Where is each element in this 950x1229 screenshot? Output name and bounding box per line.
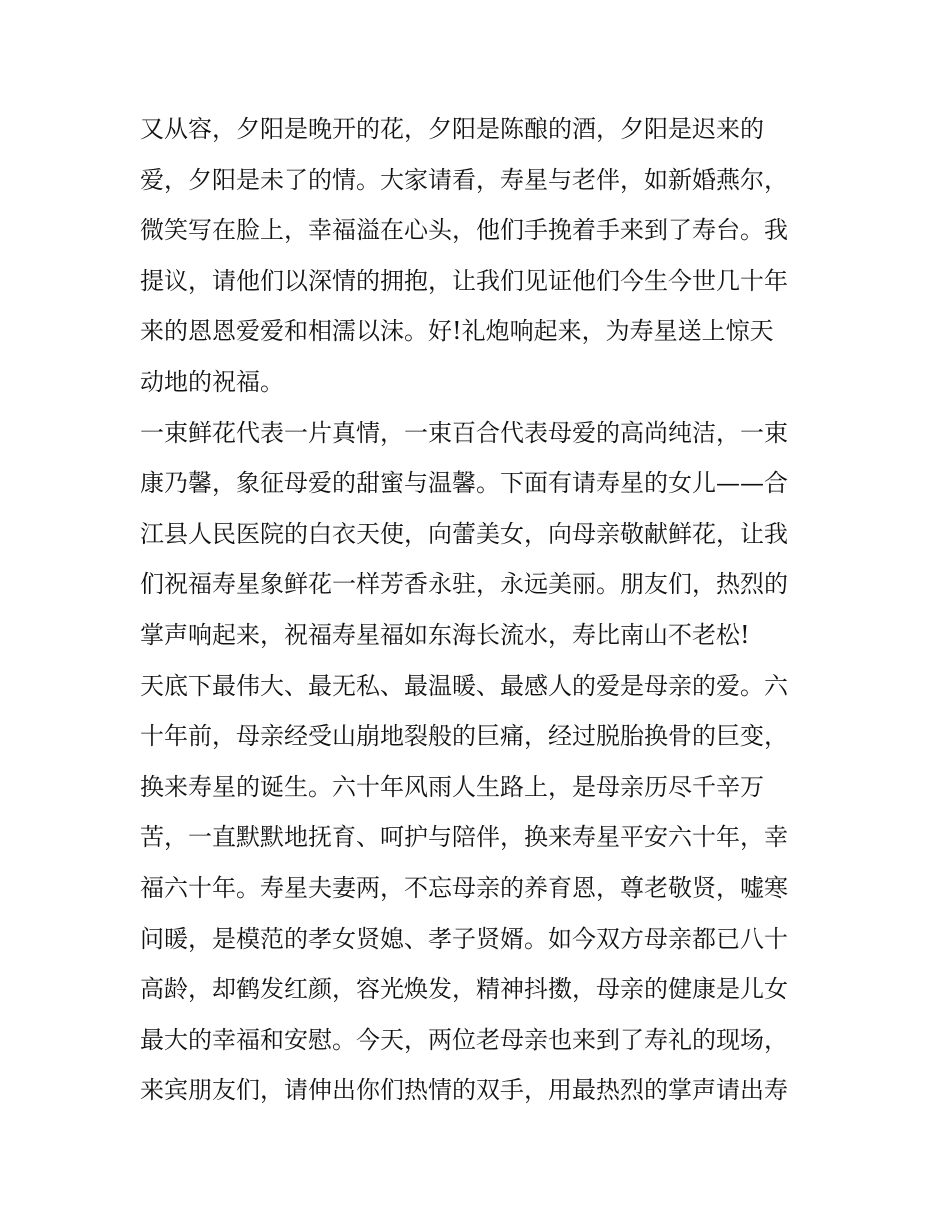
- text-line: 江县人民医院的白衣天使，向蕾美女，向母亲敬献鲜花，让我: [140, 519, 788, 548]
- text-line: 天底下最伟大、最无私、最温暖、最感人的爱是母亲的爱。六: [140, 671, 788, 700]
- document-body: [140, 104, 812, 1116]
- text-line: 们祝福寿星象鲜花一样芳香永驻，永远美丽。朋友们，热烈的: [140, 570, 788, 599]
- text-line: 爱，夕阳是未了的情。大家请看，寿星与老伴，如新婚燕尔，: [140, 165, 788, 194]
- text-line: 又从容，夕阳是晚开的花，夕阳是陈酿的酒，夕阳是迟来的: [140, 115, 764, 143]
- text-line: 来的恩恩爱爱和相濡以沫。好!礼炮响起来，为寿星送上惊天: [140, 317, 774, 346]
- text-line: 苦，一直默默地抚育、呵护与陪伴，换来寿星平安六十年，幸: [140, 823, 788, 852]
- text-line: 来宾朋友们，请伸出你们热情的双手，用最热烈的掌声请出寿: [140, 1076, 788, 1105]
- text-line: 微笑写在脸上，幸福溢在心头，他们手挽着手来到了寿台。我: [140, 216, 788, 245]
- text-line: 一束鲜花代表一片真情，一束百合代表母爱的高尚纯洁，一束: [140, 418, 788, 447]
- text-line: 提议，请他们以深情的拥抱，让我们见证他们今生今世几十年: [140, 266, 788, 295]
- text-line: 掌声响起来，祝福寿星福如东海长流水，寿比南山不老松!: [140, 620, 750, 649]
- text-line: 最大的幸福和安慰。今天，两位老母亲也来到了寿礼的现场，: [140, 1025, 788, 1054]
- text-line: 换来寿星的诞生。六十年风雨人生路上，是母亲历尽千辛万: [140, 772, 764, 801]
- text-line: 问暖，是模范的孝女贤媳、孝子贤婿。如今双方母亲都已八十: [140, 924, 788, 953]
- text-line: 福六十年。寿星夫妻两，不忘母亲的养育恩，尊老敬贤，嘘寒: [140, 873, 788, 902]
- text-line: 十年前，母亲经受山崩地裂般的巨痛，经过脱胎换骨的巨变，: [140, 722, 788, 751]
- text-line: 动地的祝福。: [140, 367, 284, 396]
- text-line: 高龄，却鹤发红颜，容光焕发，精神抖擞，母亲的健康是儿女: [140, 975, 788, 1004]
- text-line: 康乃馨，象征母爱的甜蜜与温馨。下面有请寿星的女儿——合: [140, 469, 788, 498]
